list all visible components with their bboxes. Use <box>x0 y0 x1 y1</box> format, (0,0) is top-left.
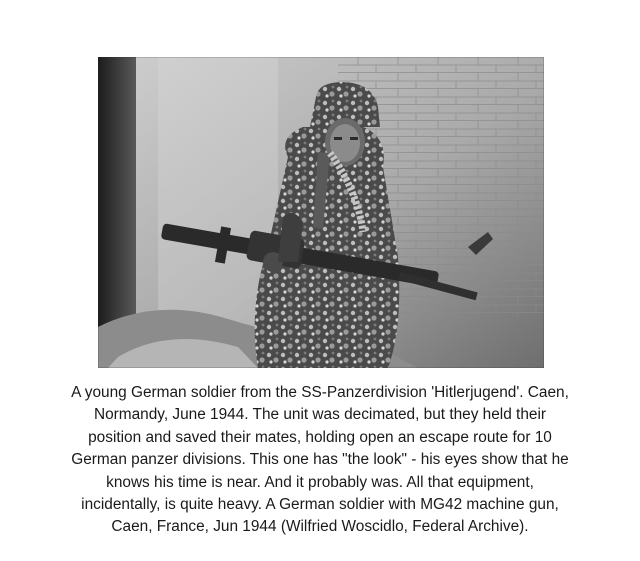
photo-caption: A young German soldier from the SS-Panzerdivision 'Hitlerjugend'. Caen, Normandy, June 1944. The unit was decimated, but they held their position and saved their mates, holding open an escape route for 10 German panzer divisions. This one has "the look" - his eyes show that he knows his time is near. And it probably was. All that equipment, incidentally, is quite heavy. A German soldier with MG42 machine gun, Caen, France, Jun 1944 (Wilfried Woscidlo, Federal Archive). <box>71 384 569 536</box>
soldier-photo <box>98 57 544 368</box>
